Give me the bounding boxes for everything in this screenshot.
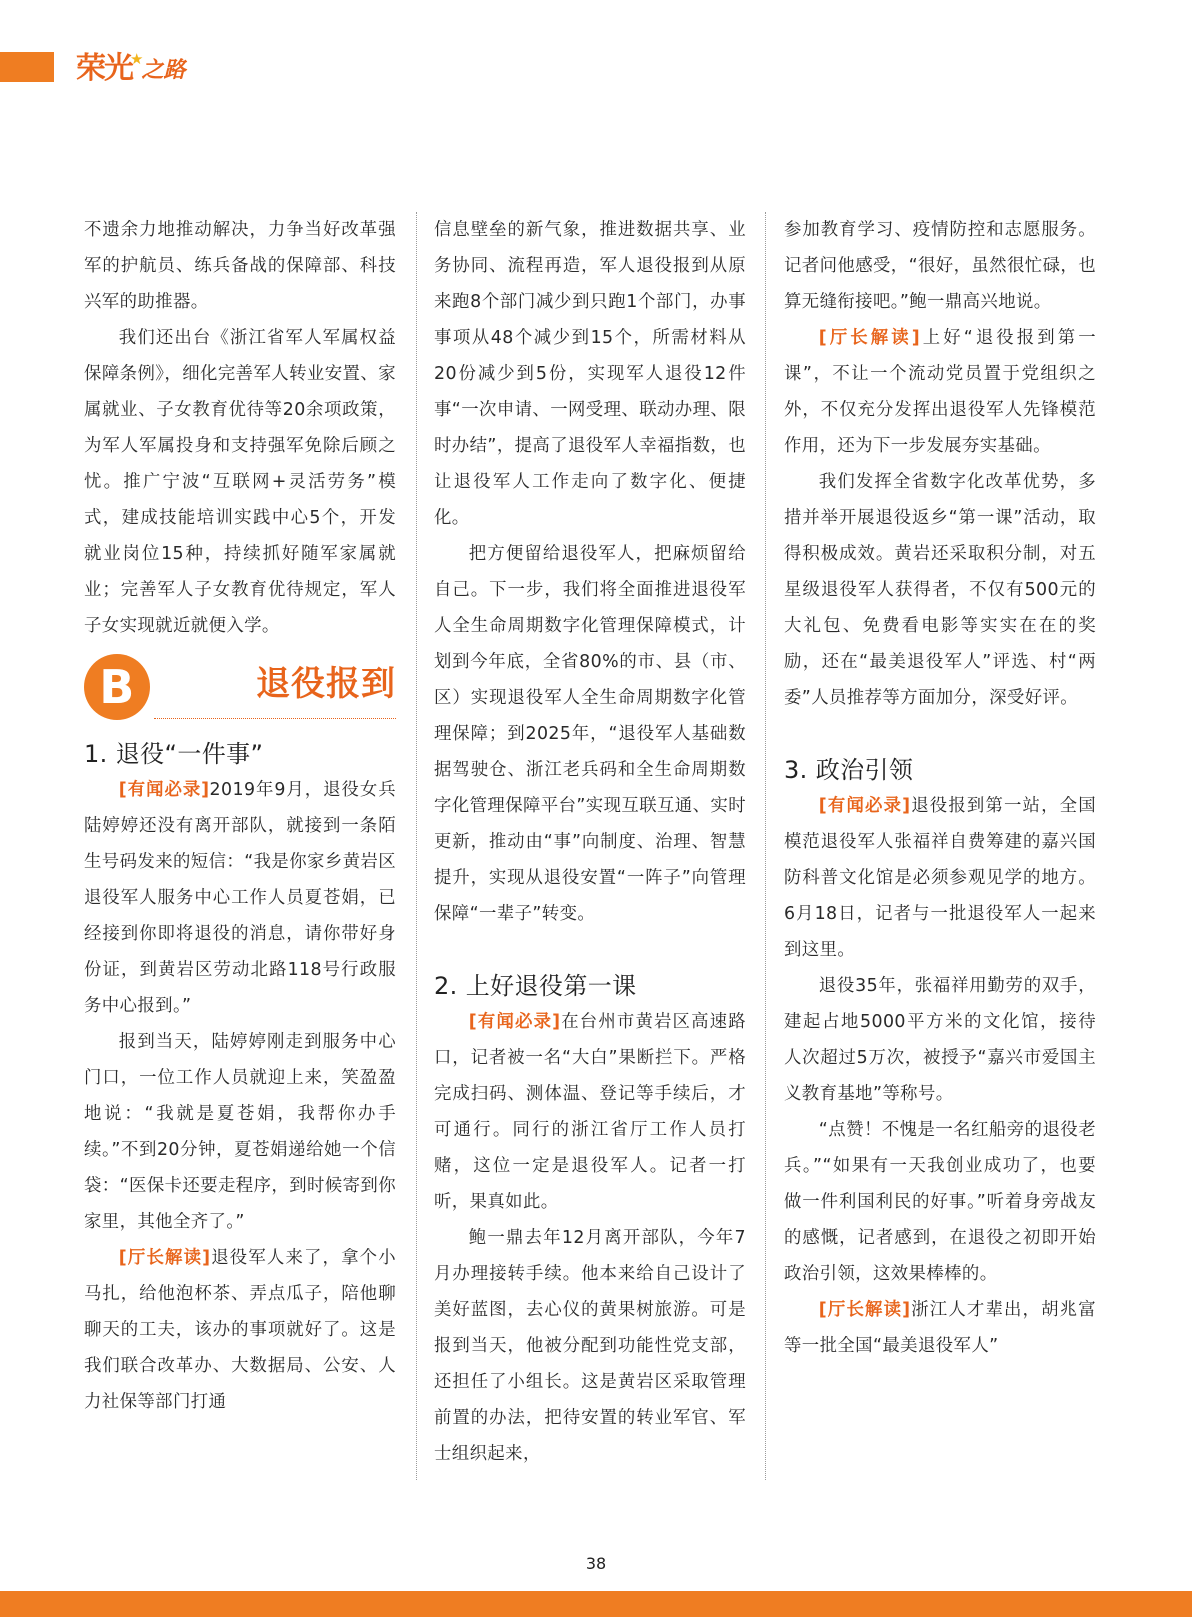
star-icon: ★ <box>130 50 144 68</box>
logo-text-sub: 之路 <box>141 58 186 83</box>
paragraph: [厅长解读]上好“退役报到第一课”，不让一个流动党员置于党组织之外，不仅充分发挥出退役军人先锋模范作用，还为下一步发展夯实基础。 <box>784 328 1096 456</box>
paragraph: 参加教育学习、疫情防控和志愿服务。记者问他感受，“很好，虽然很忙碌，也算无缝衔接吧。”鲍一鼎高兴地说。 <box>784 220 1096 312</box>
paragraph: 不遗余力地推动解决，力争当好改革强军的护航员、练兵备战的保障部、科技兴军的助推器。 <box>84 220 396 312</box>
paragraph: “点赞！不愧是一名红船旁的退役老兵。”“如果有一天我创业成功了，也要做一件利国利民的好事。”听着身旁战友的感慨，记者感到，在退役之初即开始政治引领，这效果棒棒的。 <box>784 1120 1096 1284</box>
paragraph: 我们发挥全省数字化改革优势，多措并举开展退役返乡“第一课”活动，取得积极成效。黄岩还采取积分制，对五星级退役军人获得者，不仅有500元的大礼包、免费看电影等实实在在的奖励，还在“最美退役军人”评选、村“两委”人员推荐等方面加分，深受好评。 <box>784 472 1096 708</box>
paragraph: [厅长解读]退役军人来了，拿个小马扎，给他泡杯茶、弄点瓜子，陪他聊聊天的工夫，该办的事项就好了。这是我们联合改革办、大数据局、公安、人力社保等部门打通 <box>84 1248 396 1412</box>
header-accent-bar <box>0 52 54 82</box>
tag-label: [厅长解读] <box>818 328 921 348</box>
tag-label: [厅长解读] <box>118 1248 211 1268</box>
section-divider <box>154 718 396 719</box>
paragraph: 报到当天，陆婷婷刚走到服务中心门口，一位工作人员就迎上来，笑盈盈地说：“我就是夏苍娟，我帮你办手续。”不到20分钟，夏苍娟递给她一个信袋：“医保卡还要走程序，到时候寄到你家里，其他全齐了。” <box>84 1032 396 1232</box>
paragraph: [有闻必录]退役报到第一站，全国模范退役军人张福祥自费筹建的嘉兴国防科普文化馆是必须参观见学的地方。6月18日，记者与一批退役军人一起来到这里。 <box>784 796 1096 960</box>
tag-label: [厅长解读] <box>818 1300 911 1320</box>
tag-label: [有闻必录] <box>818 796 911 816</box>
paragraph: 信息壁垒的新气象，推进数据共享、业务协同、流程再造，军人退役报到从原来跑8个部门减少到只跑1个部门，办事事项从48个减少到15个，所需材料从20份减少到5份，实现军人退役12件事“一次申请、一网受理、联动办理、限时办结”，提高了退役军人幸福指数，也让退役军人工作走向了数字化、便捷化。 <box>434 220 746 528</box>
paragraph: [有闻必录]2019年9月，退役女兵陆婷婷还没有离开部队，就接到一条陌生号码发来的短信：“我是你家乡黄岩区退役军人服务中心工作人员夏苍娟，已经接到你即将退役的消息，请你带好身份证，到黄岩区劳动北路118号行政服务中心报到。” <box>84 780 397 1016</box>
paragraph: 退役35年，张福祥用勤劳的双手，建起占地5000平方米的文化馆，接待人次超过5万次，被授予“嘉兴市爱国主义教育基地”等称号。 <box>784 976 1096 1104</box>
paragraph: 我们还出台《浙江省军人军属权益保障条例》，细化完善军人转业安置、家属就业、子女教育优待等20余项政策，为军人军属投身和支持强军免除后顾之忧。推广宁波“互联网+灵活劳务”模式，建成技能培训实践中心5个，开发就业岗位15种，持续抓好随军家属就业；完善军人子女教育优待规定，军人子女实现就近就便入学。 <box>84 328 396 636</box>
footer-accent-bar <box>0 1591 1192 1617</box>
article-column-1 <box>84 212 396 1420</box>
logo-text-main: 荣光 <box>76 51 132 86</box>
page-number: 38 <box>585 1554 607 1573</box>
subheading: 1. 退役“一件事” <box>84 740 264 768</box>
paragraph: 把方便留给退役军人，把麻烦留给自己。下一步，我们将全面推进退役军人全生命周期数字化管理保障模式，计划到今年底，全省80%的市、县（市、区）实现退役军人全生命周期数字化管理保障；到2025年，“退役军人基础数据驾驶仓、浙江老兵码和全生命周期数字化管理保障平台”实现互联互通、实时更新，推动由“事”向制度、治理、智慧提升，实现从退役安置“一阵子”向管理保障“一辈子”转变。 <box>434 544 746 924</box>
tag-label: [有闻必录] <box>118 780 210 800</box>
section-title: 退役报到 <box>256 664 396 704</box>
article-column-3 <box>784 212 1096 1364</box>
magazine-column-logo <box>76 50 185 86</box>
section-heading <box>84 654 396 732</box>
subheading: 3. 政治引领 <box>784 756 914 784</box>
section-letter-badge: B <box>84 654 150 720</box>
column-divider <box>416 212 417 1480</box>
article-column-2 <box>434 212 746 1472</box>
paragraph: [有闻必录]在台州市黄岩区高速路口，记者被一名“大白”果断拦下。严格完成扫码、测体温、登记等手续后，才可通行。同行的浙江省厅工作人员打赌，这位一定是退役军人。记者一打听，果真如此。 <box>434 1012 746 1212</box>
tag-label: [有闻必录] <box>468 1012 561 1032</box>
column-divider <box>765 212 766 1480</box>
paragraph: [厅长解读]浙江人才辈出，胡兆富等一批全国“最美退役军人” <box>784 1300 1096 1356</box>
paragraph: 鲍一鼎去年12月离开部队，今年7月办理接转手续。他本来给自己设计了美好蓝图，去心仪的黄果树旅游。可是报到当天，他被分配到功能性党支部，还担任了小组长。这是黄岩区采取管理前置的办法，把待安置的转业军官、军士组织起来， <box>434 1228 746 1464</box>
subheading: 2. 上好退役第一课 <box>434 972 637 1000</box>
